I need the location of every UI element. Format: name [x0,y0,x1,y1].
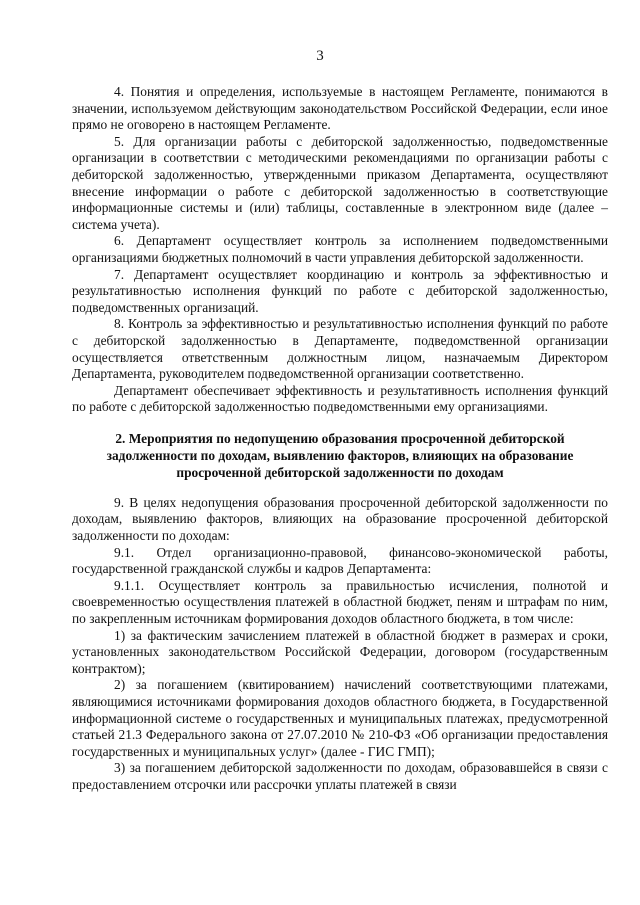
paragraph-4: 4. Понятия и определения, используемые в настоящем Регламенте, понимаются в значении, используемом действующим законодательством Российской Федерации, если иное прямо не оговорено в настоящем Регламенте. [72,84,608,133]
paragraph-9: 9. В целях недопущения образования просроченной дебиторской задолженности по доходам, выявлению факторов, влияющих на образование просроченной дебиторской задолженности по доходам: [72,494,608,544]
list-item-3: 3) за погашением дебиторской задолженности по доходам, образовавшейся в связи с предоставлением отсрочки или рассрочки уплаты платежей в связи [72,760,608,792]
paragraph-8: 8. Контроль за эффективностью и результативностью исполнения функций по работе с дебиторской задолженностью в Департаменте, подведомственной организации осуществляется ответственным должностным лицом, назначаемым Директором Департамента, руководителем подведомственной организации соответственно. [72,316,608,382]
paragraph-8-continued: Департамент обеспечивает эффективность и результативность исполнения функций по работе с дебиторской задолженностью подведомственными ему организациями. [72,382,608,415]
list-item-1: 1) за фактическим зачислением платежей в областной бюджет в размерах и сроки, установленных законодательством Российской Федерации, договором (государственным контрактом); [72,627,608,676]
paragraph-9-1-1: 9.1.1. Осуществляет контроль за правильностью исчисления, полнотой и своевременностью осуществления платежей в областной бюджет, пеням и штрафам по ним, по закрепленным источникам формирования доходов областного бюджета, в том числе: [72,577,608,627]
section-2-heading: 2. Мероприятия по недопущению образования просроченной дебиторской задолженности по доходам, выявлению факторов, влияющих на образование просроченной дебиторской задолженности по доходам [106,430,574,480]
paragraph-6: 6. Департамент осуществляет контроль за исполнением подведомственными организациями бюджетных полномочий в части управления дебиторской задолженности. [72,233,608,265]
paragraph-9-1: 9.1. Отдел организационно-правовой, финансово-экономической работы, государственной гражданской службы и кадров Департамента: [72,544,608,577]
document-body [72,84,608,794]
list-item-2: 2) за погашением (квитированием) начислений соответствующими платежами, являющимися источниками формирования доходов областного бюджета, в Государственной информационной системе о государственных и муниципальных платежах, предусмотренной статьей 21.3 Федерального закона от 27.07.2010 № 210-ФЗ «Об организации предоставления государственных и муниципальных услуг» (далее - ГИС ГМП); [72,677,608,759]
paragraph-5: 5. Для организации работы с дебиторской задолженностью, подведомственные организации в соответствии с методическими рекомендациями по организации работы с дебиторской задолженностью, утвержденными приказом Департамента, осуществляют внесение информации о работе с дебиторской задолженностью в соответствующие информационные системы и (или) таблицы, составленные в электронном виде (далее – система учета). [72,133,608,232]
page-number: 3 [316,48,324,64]
paragraph-7: 7. Департамент осуществляет координацию и контроль за эффективностью и результативностью исполнения функций по работе с дебиторской задолженностью, подведомственных организаций. [72,266,608,315]
